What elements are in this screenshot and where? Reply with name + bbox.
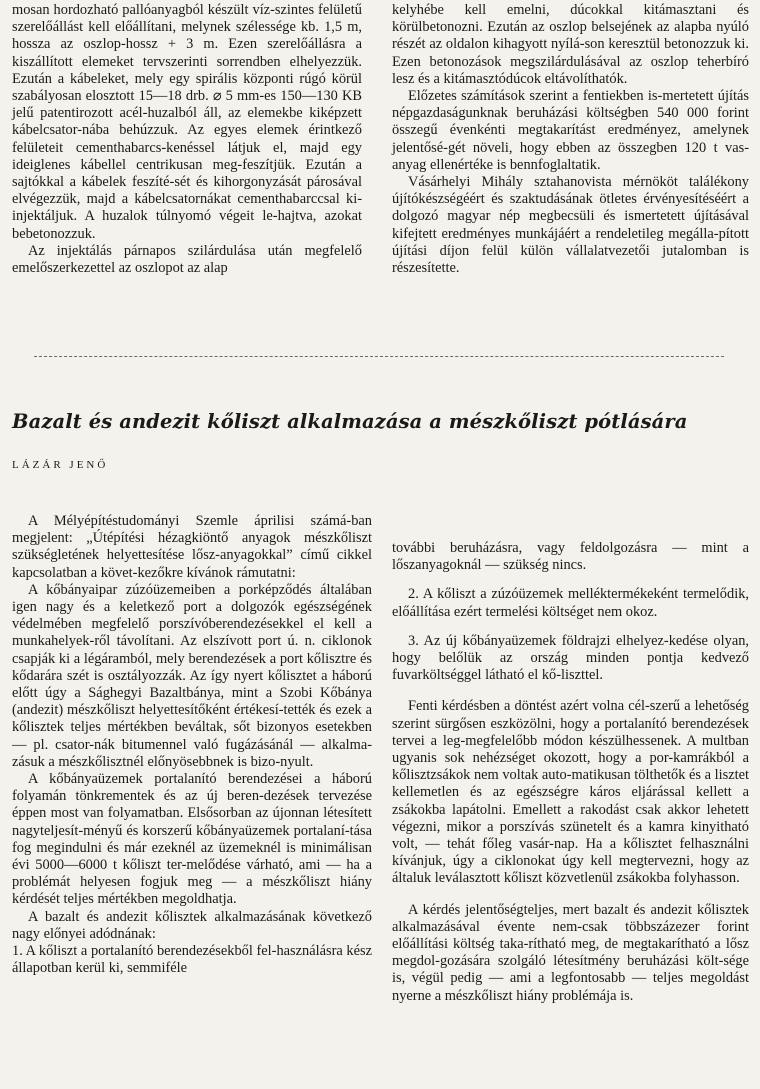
paragraph: A kőbányaipar zúzóüzemeiben a porképződés általában igen nagy és a keletkező port a dolgozók egészségének védelmében megfelelő porszívóberendezésekkel el kell a munkahelyek-ről távolítani. Az elszívott port ú. n. ciklonok csapják ki a légáramból, mely berendezések a port kőlisztre és kődarára szét is osztályozzák. Az így nyert kőlisztet a háború előtt úgy a Sághegyi Bazaltbánya, mint a Szobi Kőbánya (andezit) mészkőliszt helyettesítőként értékesí-tették és ezek a kőlisztek teljes mértékben beváltak, sőt bizonyos esetekben — pl. csator-nák bitumennel való fugázásánál — alkalma-zásuk a mészkőlisztnél előnyösebbnek is bizo-nyult. [12,581,372,770]
paragraph: kelyhébe kell emelni, dúcokkal kitámasztani és körülbetonozni. Ezután az oszlop belsejének az alapba nyúló részét az oldalon kihagyott nyílá-son keresztül betonozzuk ki. Ezen betonozások megszilárdulásával az oszlop teherbíró lesz és a kitámasztódúcok eltávolíthatók. [392,2,749,87]
bottom-right-column [392,540,749,1005]
bottom-left-column [12,513,372,977]
paragraph: mosan hordozható pallóanyagból készült víz-szintes felületű szerelőállást kell előállítani, melynek szélessége kb. 1,5 m, hossza az oszlop-hossz + 3 m. Ezen szerelőállásra a kiszállított elemeket tervszerinti sorrendben elhelyezzük. Ezután a kábeleket, mely egy spirális központi rúgó körül szabályosan elosztott 15—18 drb. ⌀ 5 mm-es 150—130 KB jelű patentirozott acél-huzalból áll, az elemekbe kiképzett kábelcsator-nába behúzzuk. Az egyes elemek érintkező felületeit cementhabarcs-kenéssel látjuk el, majd egy ideiglenes kábellel centrikusan meg-feszítjük. Ezután a sajtókkal a kábelek feszíté-sét és kihorgonyzását párosával elvégezzük, majd a kábelcsatornákat cementhabarccsal ki-injektáljuk. A huzalok túlnyomó végeit le-hajtva, azokat bebetonozzuk. [12,2,362,242]
paragraph: A bazalt és andezit kőlisztek alkalmazásának következő nagy előnyei adódnának: [12,908,372,942]
section-divider [34,356,724,357]
paragraph: Vásárhelyi Mihály sztahanovista mérnököt találékony újítókészségéért és szaktudásának ötletes érvényesítéséért a dolgozó magyar nép megbecsüli és ismertetett újításával kifejtett eredményes munkájáért a rendeletileg megálla-pított újítási díjon felül külön vállalatvezetői jutalomban is részesítette. [392,174,749,277]
paragraph: 2. A kőliszt a zúzóüzemek melléktermékeként termelődik, előállítása ezért termelési költséget nem okoz. [392,586,749,620]
article-title: Bazalt és andezit kőliszt alkalmazása a mészkőliszt pótlására [12,410,688,433]
paragraph: Előzetes számítások szerint a fentiekben is-mertetett újítás népgazdaságunknak beruházási költségben 540 000 forint összegű évenkénti megtakarítást eredményez, amelynek jelentősé-gét növeli, hogy ebben az összegben 120 t vas-anyag ellenértéke is bennfoglaltatik. [392,88,749,173]
paragraph: Az injektálás párnapos szilárdulása után megfelelő emelőszerkezettel az oszlopot az alap [12,242,362,277]
paragraph: 3. Az új kőbányaüzemek földrajzi elhelyez-kedése olyan, hogy belőlük az ország minden pontja kedvező fuvarköltséggel látható el kő-liszttel. [392,632,749,684]
paragraph: A kőbányaüzemek portalanító berendezései a háború folyamán tönkrementek és az új beren-dezések tervezése éppen most van folyamatban. Elsősorban az újonnan létesített nagyteljesít-ményű és korszerű kőbányaüzemek portalaní-tása fog megindulni és már ezeknél az üzemeknél is minimálisan évi 5000—6000 t kőliszt ter-melődése várható, ami — ha a problémát helyesen fogjuk meg — a mészkőliszt hiány kérdését teljes mértékben megoldhatja. [12,771,372,908]
top-left-column [12,2,362,277]
paragraph: 1. A kőliszt a portalanító berendezésekből fel-használásra kész állapotban kerül ki, semmiféle [12,943,372,977]
top-right-column [392,2,749,277]
paragraph: A kérdés jelentőségteljes, mert bazalt és andezit kőlisztek alkalmazásával évente nem-csak többszázezer forint előállítási költség taka-rítható meg, de megtakarítható a lősz megdol-gozására szolgáló létesítmény beruházási költ-sége is, végül pedig — ami a legfontosabb — teljes megoldást nyerne a mészkőliszt hiány problémája is. [392,901,749,1004]
paragraph: Fenti kérdésben a döntést azért volna cél-szerű a lehetőség szerint sürgősen eszközölni, hogy a portalanító berendezések tervei a leg-megfelelőbb módon készülhessenek. A multban ugyanis sok nehézséget okozott, hogy a por-kamrákból a kőlisztzsákok nem voltak auto-matikusan tölthetők és a lisztet kellemetlen és az egészségre káros eljárással kellett a zsákokba lapátolni. Emellett a rakodást csak akkor lehetett végezni, mikor a porszívás szünetelt és a kamra kinyitható volt, — tehát főleg vasár-nap. Ha a kőlisztet felhasználni kívánjuk, úgy a ciklonokat úgy kell megtervezni, hogy az általuk leválasztott kőliszt közvetlenül zsákokba folyhasson. [392,698,749,887]
paragraph: A Mélyépítéstudományi Szemle áprilisi számá-ban megjelent: „Útépítési hézagkiöntő anyagok mészkőliszt szükségletének helyettesítése lősz-anyagokkal” című cikkel kapcsolatban a követ-kezőkre kívánok rámutatni: [12,513,372,581]
paragraph: további beruházásra, vagy feldolgozásra — mint a lőszanyagoknál — szükség nincs. [392,540,749,574]
article-author: LÁZÁR JENŐ [12,459,109,471]
